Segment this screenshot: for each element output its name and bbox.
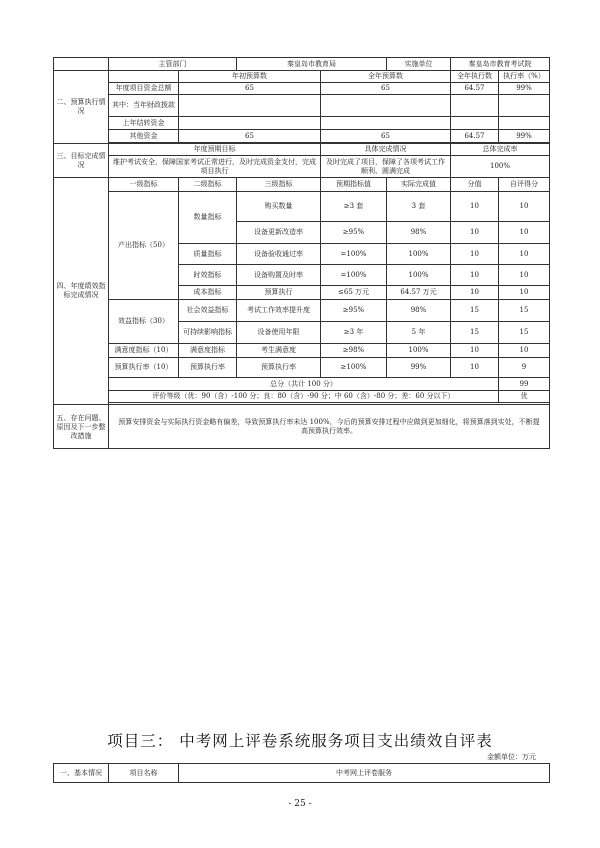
ind-expected: =100% bbox=[321, 244, 387, 265]
goal-expected-text: 维护考试安全，保障国家考试正常进行，及时完成资金支付，完成项目执行 bbox=[109, 156, 321, 178]
ind-header-expected: 预期指标值 bbox=[321, 178, 387, 192]
ind-self: 10 bbox=[499, 192, 550, 222]
ind-score: 10 bbox=[451, 244, 499, 265]
output-indicator-l1: 产出指标（50） bbox=[109, 192, 179, 300]
project3-table bbox=[53, 763, 550, 783]
budget-header-exec: 全年执行数 bbox=[451, 71, 499, 83]
supervisor-value: 秦皇岛市教育局 bbox=[237, 58, 387, 71]
ind-expected: ≥95% bbox=[321, 222, 387, 244]
l2-quantity: 数量指标 bbox=[179, 192, 237, 244]
budget-header-rate: 执行率（%） bbox=[499, 71, 550, 83]
ind-l3: 设备验收通过率 bbox=[237, 244, 321, 265]
budget-indicator-l1: 预算执行率（10） bbox=[109, 358, 179, 378]
l2-budget-exec: 预算执行率 bbox=[179, 358, 237, 378]
benefit-indicator-l1: 效益指标（30） bbox=[109, 300, 179, 344]
goal-rate-value: 100% bbox=[451, 156, 550, 178]
ind-expected: ≥3 年 bbox=[321, 322, 387, 344]
ind-actual: 64.57 万元 bbox=[387, 286, 451, 300]
ind-l3: 考试工作效率提升度 bbox=[237, 300, 321, 322]
ind-score: 15 bbox=[451, 300, 499, 322]
ind-score: 10 bbox=[451, 192, 499, 222]
budget-row-rate bbox=[499, 117, 550, 130]
ind-header-l3: 三级指标 bbox=[237, 178, 321, 192]
supervisor-label: 主管部门 bbox=[109, 58, 237, 71]
ind-expected: ≥100% bbox=[321, 358, 387, 378]
budget-row-init: 65 bbox=[179, 83, 321, 95]
ind-actual: 99% bbox=[387, 358, 451, 378]
budget-row-year bbox=[321, 117, 451, 130]
project-name-value: 中考网上评卷服务 bbox=[179, 764, 550, 783]
goal-header-actual: 具体完成情况 bbox=[321, 144, 451, 156]
l2-satisfaction: 满意度指标 bbox=[179, 344, 237, 358]
project3-title: 项目三： 中考网上评卷系统服务项目支出绩效自评表 bbox=[107, 732, 493, 750]
budget-row-label: 其中：当年财政拨款 bbox=[109, 95, 179, 117]
top-left-blank bbox=[54, 58, 109, 71]
ind-actual: 98% bbox=[387, 222, 451, 244]
ind-self: 9 bbox=[499, 358, 550, 378]
ind-score: 10 bbox=[451, 358, 499, 378]
satisfaction-indicator-l1: 满意度指标（10） bbox=[109, 344, 179, 358]
grade-value: 优 bbox=[499, 391, 550, 403]
ind-header-self: 自评得分 bbox=[499, 178, 550, 192]
budget-row-exec: 64.57 bbox=[451, 83, 499, 95]
amount-unit: 金额单位：万元 bbox=[487, 753, 536, 761]
budget-row-init bbox=[179, 117, 321, 130]
l2-sustain: 可持续影响指标 bbox=[179, 322, 237, 344]
budget-row-rate: 99% bbox=[499, 130, 550, 143]
budget-row-init: 65 bbox=[179, 130, 321, 143]
total-label: 总分（共计 100 分） bbox=[109, 378, 499, 391]
ind-l3: 设备使用年限 bbox=[237, 322, 321, 344]
l2-cost: 成本指标 bbox=[179, 286, 237, 300]
issues-text: 预算安排资金与实际执行资金略有偏差，导致预算执行率未达 100%，今后的预算安排过程中应做到更加细化，将预算落到实处，不断提高预算执行效率。 bbox=[109, 405, 550, 449]
project-name-label: 项目名称 bbox=[109, 764, 179, 783]
budget-row-rate bbox=[499, 95, 550, 117]
ind-actual: 5 年 bbox=[387, 322, 451, 344]
ind-actual: 100% bbox=[387, 344, 451, 358]
budget-header-blank bbox=[109, 71, 179, 83]
budget-row-rate: 99% bbox=[499, 83, 550, 95]
ind-l3: 购买数量 bbox=[237, 192, 321, 222]
ind-expected: ≤65 万元 bbox=[321, 286, 387, 300]
goal-header-expected: 年度预期目标 bbox=[109, 144, 321, 156]
budget-row-init bbox=[179, 95, 321, 117]
budget-row-label: 年度项目资金总额 bbox=[109, 83, 179, 95]
budget-row-exec bbox=[451, 117, 499, 130]
ind-expected: ≥95% bbox=[321, 300, 387, 322]
l2-quality: 质量指标 bbox=[179, 244, 237, 265]
grade-label: 评价等级（优：90（含）-100 分；良：80（含）-90 分；中 60（含）-80 分；差：60 分以下） bbox=[109, 391, 499, 403]
l2-social: 社会效益指标 bbox=[179, 300, 237, 322]
ind-actual: 100% bbox=[387, 244, 451, 265]
ind-self: 10 bbox=[499, 244, 550, 265]
ind-score: 10 bbox=[451, 344, 499, 358]
ind-l3: 设备更新改造率 bbox=[237, 222, 321, 244]
ind-score: 10 bbox=[451, 222, 499, 244]
indicator-section-label: 四、年度绩效指标完成情况 bbox=[54, 178, 109, 405]
ind-actual: 3 套 bbox=[387, 192, 451, 222]
ind-header-l1: 一级指标 bbox=[109, 178, 179, 192]
budget-row-year: 65 bbox=[321, 83, 451, 95]
ind-expected: =100% bbox=[321, 265, 387, 286]
ind-header-score: 分值 bbox=[451, 178, 499, 192]
ind-self: 10 bbox=[499, 222, 550, 244]
goal-actual-text: 及时完成了项目，保障了各项考试工作顺利、圆满完成 bbox=[321, 156, 451, 178]
issues-section-label: 五、存在问题、原因及下一步整改措施 bbox=[54, 405, 109, 449]
budget-row-year: 65 bbox=[321, 130, 451, 143]
ind-header-l2: 二级指标 bbox=[179, 178, 237, 192]
page-number: - 25 - bbox=[288, 799, 312, 809]
budget-section-label: 二、预算执行情况 bbox=[54, 71, 109, 144]
goal-section-label: 三、目标完成情况 bbox=[54, 144, 109, 178]
ind-header-actual: 实际完成值 bbox=[387, 178, 451, 192]
impl-value: 秦皇岛市教育考试院 bbox=[451, 58, 550, 71]
performance-table bbox=[53, 57, 550, 449]
ind-self: 10 bbox=[499, 286, 550, 300]
ind-self: 15 bbox=[499, 322, 550, 344]
l2-time: 时效指标 bbox=[179, 265, 237, 286]
budget-row-label: 其他资金 bbox=[109, 130, 179, 143]
budget-row-label: 上年结转资金 bbox=[109, 117, 179, 130]
budget-header-year: 全年预算数 bbox=[321, 71, 451, 83]
impl-label: 实施单位 bbox=[387, 58, 451, 71]
ind-self: 10 bbox=[499, 344, 550, 358]
ind-l3: 预算执行 bbox=[237, 286, 321, 300]
goal-header-rate: 总体完成率 bbox=[451, 144, 550, 156]
budget-row-exec: 64.57 bbox=[451, 130, 499, 143]
ind-actual: 100% bbox=[387, 265, 451, 286]
basic-info-label: 一、基本情况 bbox=[54, 764, 109, 783]
ind-l3: 设备购置及时率 bbox=[237, 265, 321, 286]
budget-row-exec bbox=[451, 95, 499, 117]
ind-self: 15 bbox=[499, 300, 550, 322]
ind-score: 15 bbox=[451, 322, 499, 344]
ind-l3: 预算执行率 bbox=[237, 358, 321, 378]
total-value: 99 bbox=[499, 378, 550, 391]
budget-header-init: 年初预算数 bbox=[179, 71, 321, 83]
ind-self: 10 bbox=[499, 265, 550, 286]
ind-score: 10 bbox=[451, 286, 499, 300]
ind-l3: 考生满意度 bbox=[237, 344, 321, 358]
ind-actual: 98% bbox=[387, 300, 451, 322]
ind-score: 10 bbox=[451, 265, 499, 286]
ind-expected: ≥3 套 bbox=[321, 192, 387, 222]
budget-row-year bbox=[321, 95, 451, 117]
ind-expected: ≥98% bbox=[321, 344, 387, 358]
